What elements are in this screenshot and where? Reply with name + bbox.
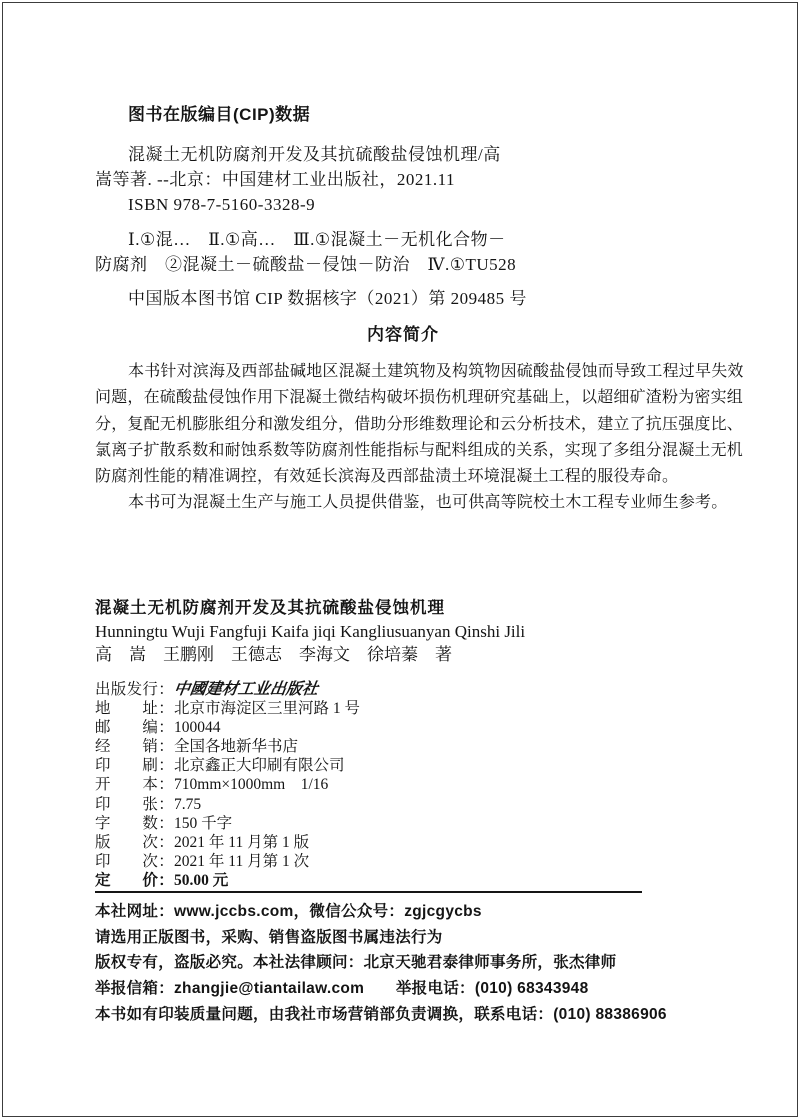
pub-value: 全国各地新华书店 [174,738,299,756]
pub-row-format [95,775,711,794]
cip-section [95,104,711,311]
pub-row-publisher [95,679,711,699]
footer-quality-line: 本书如有印装质量问题，由我社市场营销部负责调换，联系电话：(010) 88386906 [95,1005,667,1023]
cip-publisher-line: 嵩等著. --北京：中国建材工业出版社，2021.11 [95,170,455,189]
pub-label: 字 数： [95,814,175,832]
title-block [95,596,711,666]
pub-value: 150 千字 [174,814,233,832]
pub-row-distribution [95,737,711,756]
intro-line: 本书针对滨海及西部盐碱地区混凝土建筑物及构筑物因硫酸盐侵蚀而导致工程过早失效 [128,363,744,380]
intro-heading: 内容简介 [367,325,439,344]
footer-antipiracy-line: 请选用正版图书，采购、销售盗版图书属违法行为 [95,928,443,946]
intro-line: 问题，在硫酸盐侵蚀作用下混凝土微结构破坏损伤机理研究基础上，以超细矿渣粉为密实组 [95,389,744,407]
intro-line: 防腐剂性能的精准调控，有效延长滨海及西部盐渍土环境混凝土工程的服役寿命。 [95,468,679,486]
footer-notices [95,899,735,1028]
pub-row-edition [95,833,711,852]
pub-label: 地 址： [95,700,175,718]
pub-label: 印 次： [95,852,175,870]
cip-class-line-2: 防腐剂 ②混凝土－硫酸盐－侵蚀－防治 Ⅳ.①TU528 [95,255,517,274]
pub-row-wordcount [95,814,711,833]
intro-line: 本书可为混凝土生产与施工人员提供借鉴，也可供高等院校土木工程专业师生参考。 [128,494,728,512]
pub-label: 版 次： [95,833,175,851]
intro-line: 分，复配无机膨胀组分和激发组分，借助分形维数理论和云分析技术，建立了抗压强度比、 [95,415,744,433]
footer-website-line: 本社网址：www.jccbs.com，微信公众号：zgjcgycbs [95,903,482,920]
publishing-info [95,679,711,890]
footer-copyright-line: 版权专有，盗版必究。本社法律顾问：北京天驰君泰律师事务所，张杰律师 [95,954,617,972]
intro-section [95,359,744,517]
pub-row-address [95,699,711,718]
pub-label: 出版发行： [95,681,175,698]
pub-row-impression [95,852,711,871]
publisher-logo-script: 中國建材工业出版社 [172,679,320,698]
cip-registry-line: 中国版本图书馆 CIP 数据核字（2021）第 209485 号 [128,289,527,308]
cip-class-line-1: Ⅰ.①混… Ⅱ.①高… Ⅲ.①混凝土－无机化合物－ [128,230,506,249]
cip-heading: 图书在版编目(CIP)数据 [128,105,311,124]
pub-row-price [95,871,711,890]
pub-value: 北京鑫正大印刷有限公司 [174,757,345,775]
pub-value: 7.75 [174,795,202,813]
book-title-pinyin: Hunningtu Wuji Fangfuji Kaifa jiqi Kangliusuanyan Qinshi Jili [95,622,526,641]
pub-label: 邮 编： [95,719,175,737]
book-title: 混凝土无机防腐剂开发及其抗硫酸盐侵蚀机理 [95,599,445,617]
pub-value: 北京市海淀区三里河路 1 号 [174,700,361,718]
cip-isbn-line: ISBN 978-7-5160-3328-9 [128,195,316,214]
pub-value: 710mm×1000mm 1/16 [174,776,329,794]
pub-value: 100044 [174,719,221,737]
pub-label: 定 价： [95,871,175,889]
pub-row-postcode [95,718,711,737]
book-authors: 高 嵩 王鹏刚 王德志 李海文 徐培蓁 著 [95,645,452,664]
pub-value: 2021 年 11 月第 1 次 [174,852,310,870]
pub-value: 2021 年 11 月第 1 版 [174,833,310,851]
cip-title-line: 混凝土无机防腐剂开发及其抗硫酸盐侵蚀机理/高 [128,145,501,164]
pub-label: 经 销： [95,738,175,756]
intro-line: 氯离子扩散系数和耐蚀系数等防腐剂性能指标与配料组成的关系，实现了多组分混凝土无机 [95,441,744,459]
pub-row-sheets [95,795,711,814]
pub-label: 印 张： [95,795,175,813]
pub-row-printer [95,756,711,775]
divider-rule [95,891,642,893]
footer-report-line: 举报信箱：zhangjie@tiantailaw.com 举报电话：(010) 68343948 [95,980,589,998]
pub-label: 开 本： [95,776,175,794]
pub-label: 印 刷： [95,757,175,775]
pub-value: 50.00 元 [174,871,229,889]
